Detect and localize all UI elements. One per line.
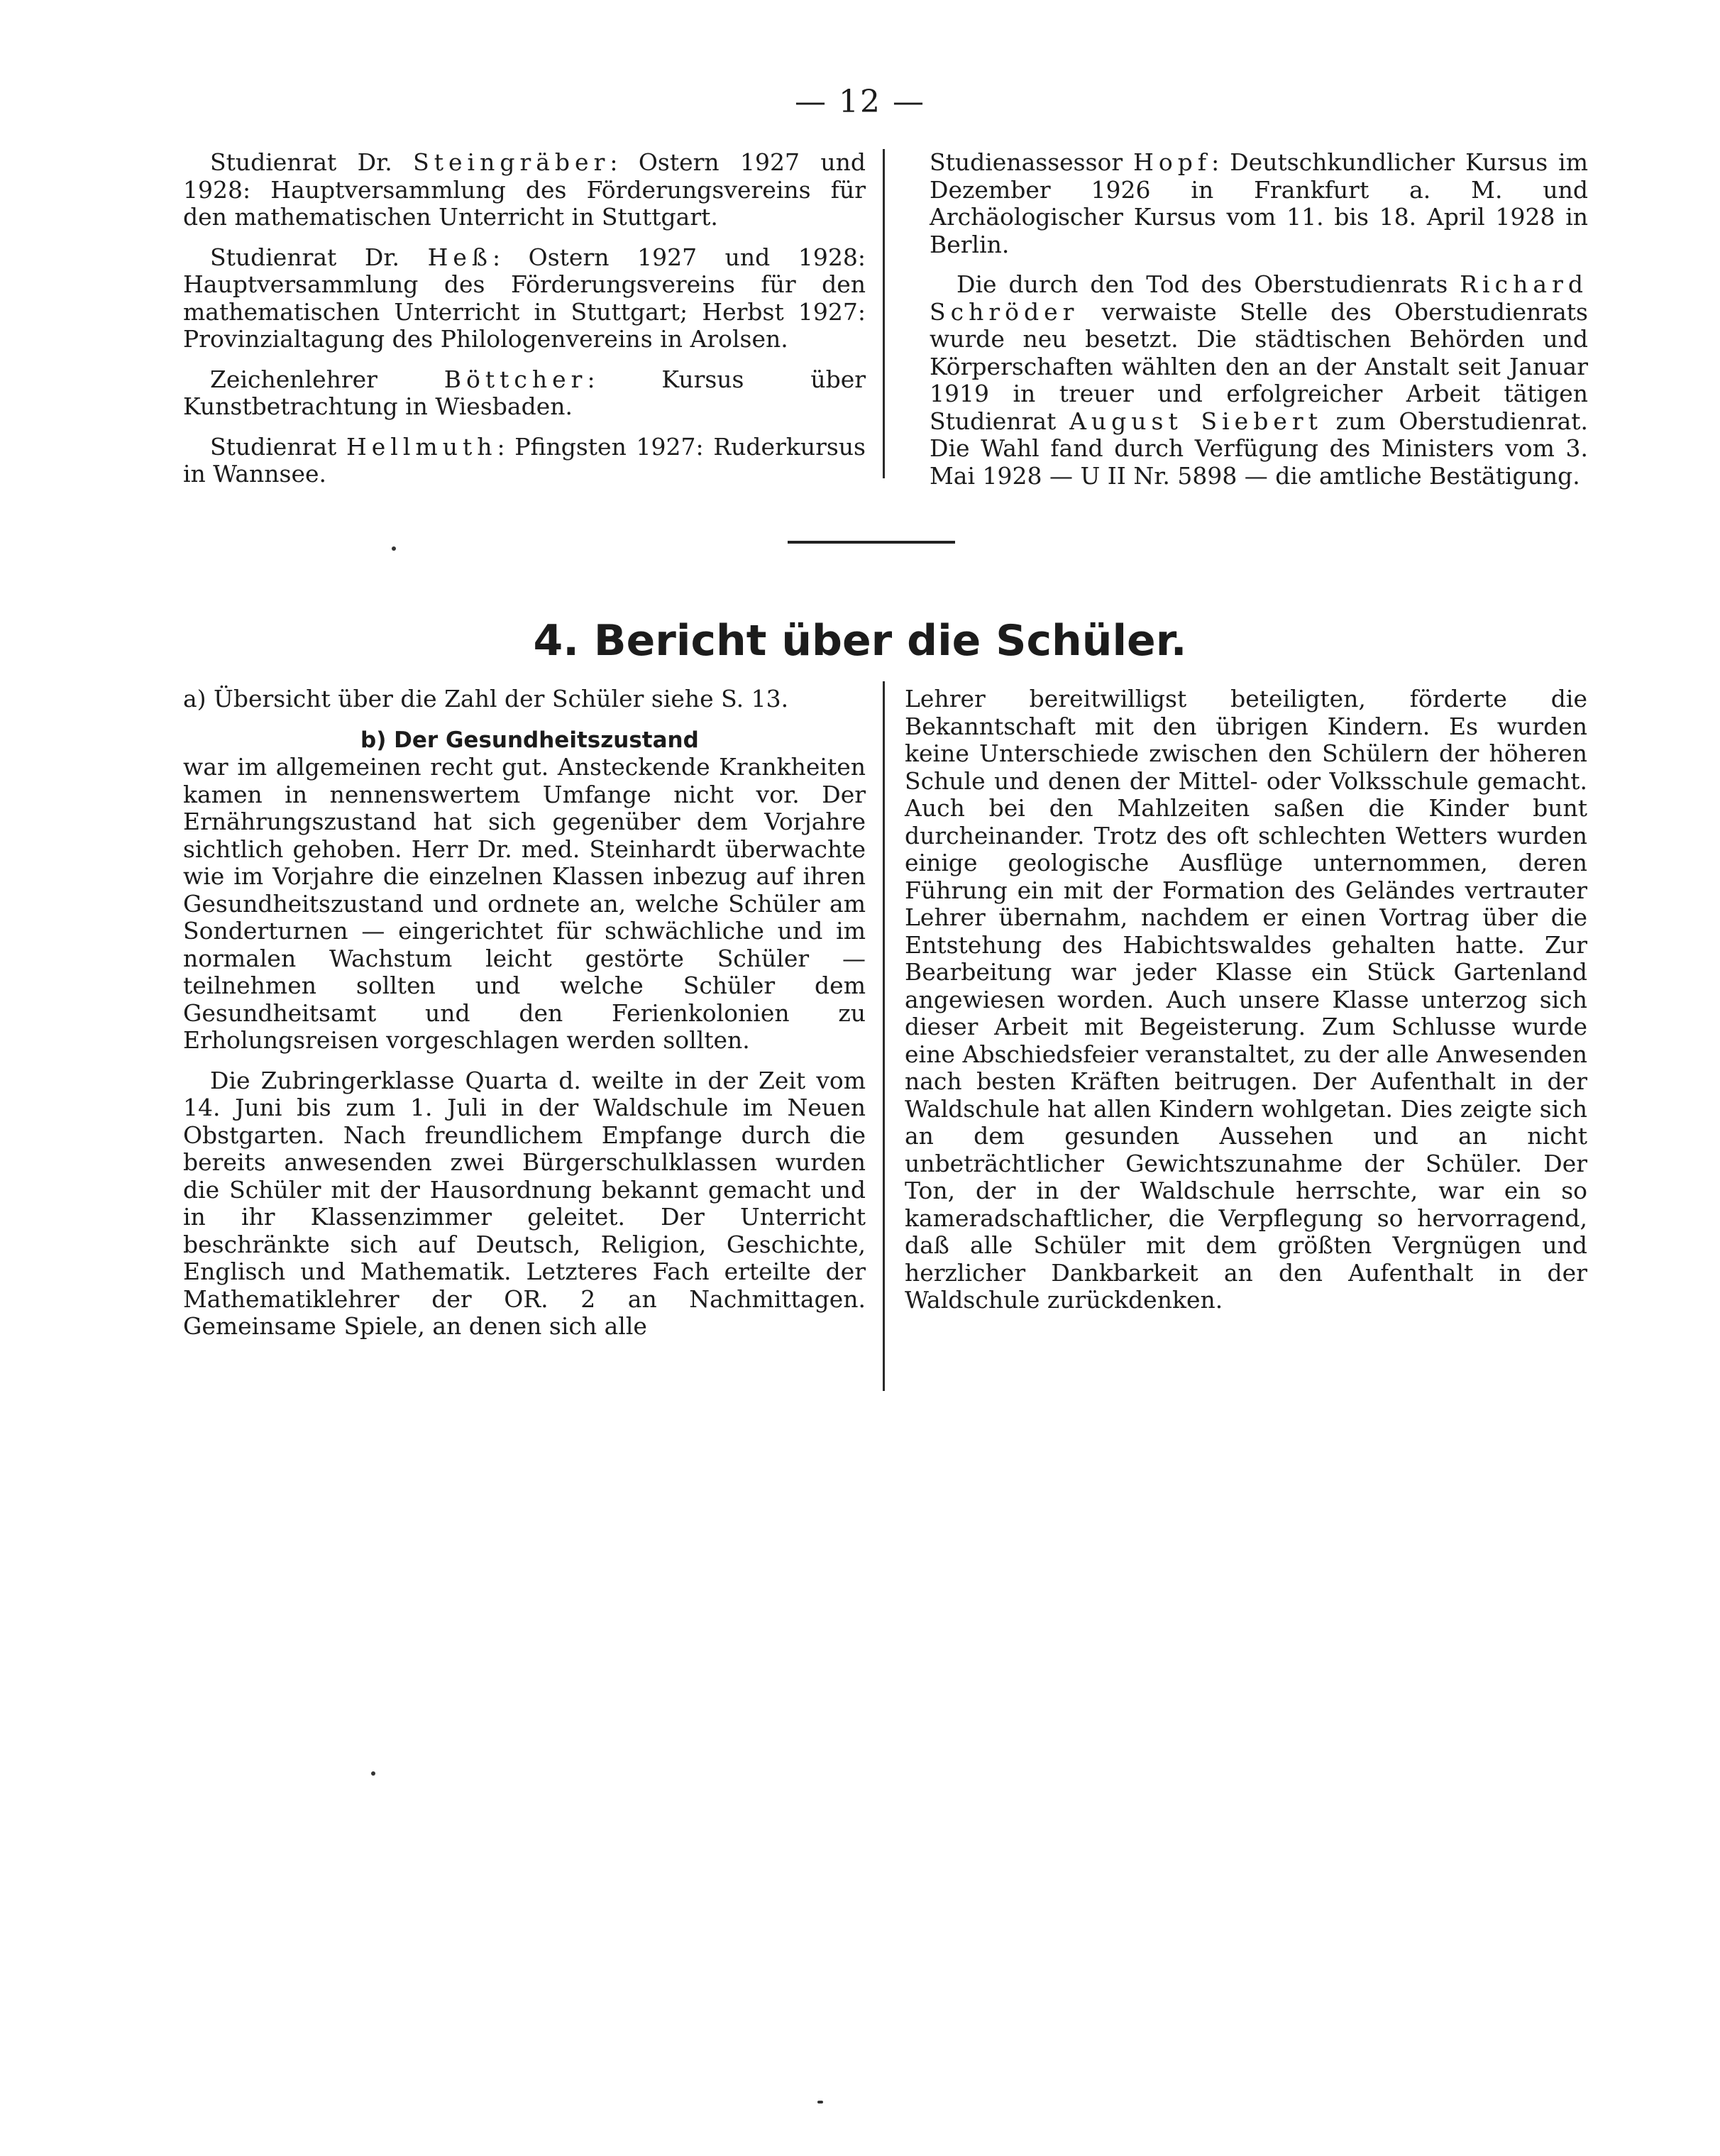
paragraph-boettcher: Zeichenlehrer Böttcher: Kursus über Kunstbetrachtung in Wiesbaden. [183,365,866,420]
paragraph-oberstudienrat: Die durch den Tod des Oberstudienrats Richard Schröder verwaiste Stelle des Oberstudienrats wurde neu besetzt. Die städtischen Behörden und Körperschaften wählten den an der Anstalt seit Januar 1919 in treuer und erfolgreicher Arbeit tätigen Studienrat August Siebert zum Oberstudienrat. Die Wahl fand durch Verfügung des Ministers vom 3. Mai 1928 — U II Nr. 5898 — die amtliche Bestätigung. [930,270,1588,490]
paragraph-hess: Studienrat Dr. Heß: Ostern 1927 und 1928: Hauptversammlung des Förderungsvereins für den mathematischen Unterricht in Stuttgart; Herbst 1927: Provinzialtagung des Philologenvereins in Arolsen. [183,243,866,353]
paragraph-health: b) Der Gesundheitszustand war im allgemeinen recht gut. Ansteckende Krankheiten kamen in nennenswertem Umfange nicht vor. Der Ernährungszustand hat sich gegenüber dem Vorjahre sichtlich gehoben. Herr Dr. med. Steinhardt überwachte wie im Vorjahre die einzelnen Klassen inbezug auf ihren Gesundheitszustand und ordnete an, welche Schüler am Sonderturnen — eingerichtet für schwächliche und im normalen Wachstum leicht gestörte Schüler — teilnehmen sollten und welche Schüler dem Gesundheitsamt und den Ferienkolonien zu Erholungsreisen vorgeschlagen werden sollten. [183,727,866,1054]
page-number: — 12 — [795,84,925,120]
print-speck [371,1771,375,1776]
person-name: Richard Schröder [930,270,1588,326]
person-name: August Siebert [1069,407,1323,435]
column-divider-bottom [883,681,885,1391]
print-speck [392,546,396,551]
health-subheading: b) Der Gesundheitszustand [360,727,699,753]
person-name: Steingräber [413,148,610,176]
paragraph-hopf: Studienassessor Hopf: Deutschkundlicher Kursus im Dezember 1926 in Frankfurt a. M. und Archäologischer Kursus vom 11. bis 18. April 1928 in Berlin. [930,148,1588,258]
students-report-right-column [905,686,1587,1327]
paragraph-waldschule-continued: Lehrer bereitwilligst beteiligten, förderte die Bekanntschaft mit den übrigen Kindern. Es wurden keine Unterschiede zwischen den Schülern der höheren Schule und denen der Mittel- oder Volksschule gemacht. Auch bei den Mahlzeiten saßen die Kinder bunt durcheinander. Trotz des oft schlechten Wetters wurden einige geologische Ausflüge unternommen, deren Führung ein mit der Formation des Geländes vertrauter Lehrer übernahm, nachdem er einen Vortrag über die Entstehung des Habichtswaldes gehalten hatte. Zur Bearbeitung war jeder Klasse ein Stück Gartenland angewiesen worden. Auch unsere Klasse unterzog sich dieser Arbeit mit Begeisterung. Zum Schlusse wurde eine Abschiedsfeier veranstaltet, zu der alle Anwesenden nach besten Kräften beitrugen. Der Aufenthalt in der Waldschule hat allen Kindern wohlgetan. Dies zeigte sich an dem gesunden Aussehen und an nicht unbeträchtlicher Gewichtszunahme der Schüler. Der Ton, der in der Waldschule herrschte, war ein so kameradschaftlicher, die Verpflegung so hervorragend, daß alle Schüler mit dem größten Vergnügen und herzlicher Dankbarkeit an den Aufenthalt in der Waldschule zurückdenken. [905,685,1587,1314]
person-name: Hellmuth [346,432,497,461]
section-separator [788,541,955,544]
print-speck [817,2101,823,2103]
students-report-left-column [183,686,866,1353]
paragraph-overview: a) Übersicht über die Zahl der Schüler siehe S. 13. [183,685,789,713]
section-heading: 4. Bericht über die Schüler. [533,616,1187,666]
staff-changes-column [930,149,1588,502]
person-name: Hopf [1133,148,1212,176]
column-divider-top [883,149,885,478]
person-name: Heß [427,243,492,271]
paragraph-waldschule: Die Zubringerklasse Quarta d. weilte in der Zeit vom 14. Juni bis zum 1. Juli in der Waldschule im Neuen Obstgarten. Nach freundlichem Empfange durch die bereits anwesenden zwei Bürgerschulklassen wurden die Schüler mit der Hausordnung bekannt gemacht und in ihr Klassenzimmer geleitet. Der Unterricht beschränkte sich auf Deutsch, Religion, Geschichte, Englisch und Mathematik. Letzteres Fach erteilte der Mathematiklehrer der OR. 2 an Nachmittagen. Gemeinsame Spiele, an denen sich alle [183,1066,866,1340]
person-name: Böttcher [443,365,588,393]
staff-courses-column [183,149,866,501]
paragraph-steingraeber: Studienrat Dr. Steingräber: Ostern 1927 und 1928: Hauptversammlung des Förderungsvereins für den mathematischen Unterricht in Stuttgart. [183,148,866,231]
paragraph-hellmuth: Studienrat Hellmuth: Pfingsten 1927: Ruderkursus in Wannsee. [183,432,866,488]
